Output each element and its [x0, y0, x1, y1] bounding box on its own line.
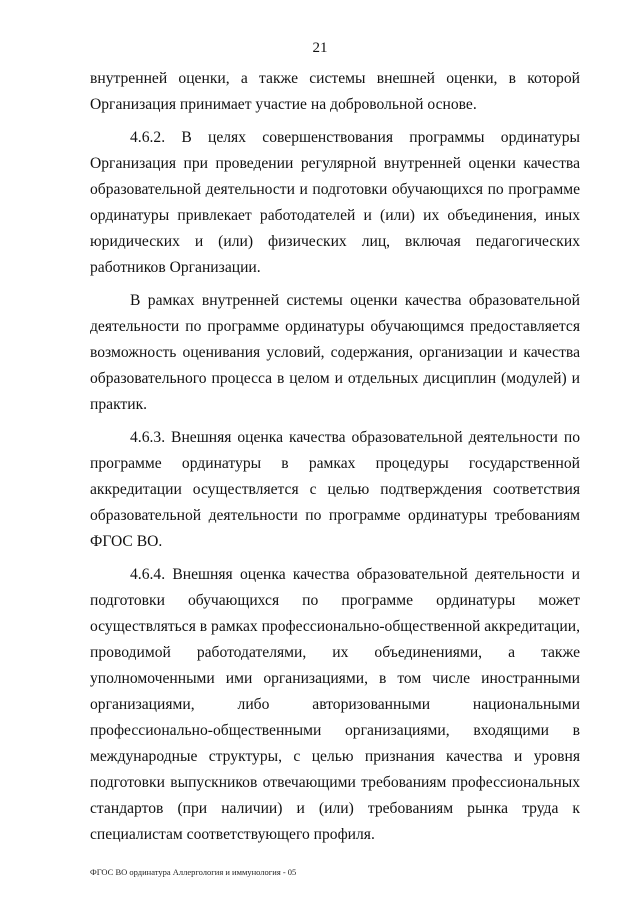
paragraph-internal-assessment: В рамках внутренней системы оценки качества образовательной деятельности по программе ординатуры обучающимся предоставляется возможность оценивания условий, содержания, организации и качества образовательного процесса в целом и отдельных дисциплин (модулей) и практик. — [90, 292, 580, 413]
paragraph-4-6-2: 4.6.2. В целях совершенствования программы ординатуры Организация при проведении регулярной внутренней оценки качества образовательной деятельности и подготовки обучающихся по программе ординатуры привлекает работодателей и (или) их объединения, иных юридических и (или) физических лиц, включая педагогических работников Организации. — [90, 129, 580, 276]
paragraph-continuation: внутренней оценки, а также системы внешней оценки, в которой Организация принимает участие на добровольной основе. — [90, 70, 580, 113]
page-footer: ФГОС ВО ординатура Аллергология и иммунология - 05 — [90, 867, 297, 877]
paragraph-4-6-3: 4.6.3. Внешняя оценка качества образовательной деятельности по программе ординатуры в рамках процедуры государственной аккредитации осуществляется с целью подтверждения соответствия образовательной деятельности по программе ординатуры требованиям ФГОС ВО. — [90, 429, 580, 550]
page-number: 21 — [312, 40, 328, 56]
paragraph-4-6-4: 4.6.4. Внешняя оценка качества образовательной деятельности и подготовки обучающихся по программе ординатуры может осуществляться в рамках профессионально-общественной аккредитации, проводимой работодателями, их объединениями, а также уполномоченными ими организациями, в том числе иностранными организациями, либо авторизованными национальными профессионально-общественными организациями, входящими в международные структуры, с целью признания качества и уровня подготовки выпускников отвечающими требованиям профессиональных стандартов (при наличии) и (или) требованиям рынка труда к специалистам соответствующего профиля. — [90, 566, 580, 843]
document-body — [90, 66, 580, 848]
